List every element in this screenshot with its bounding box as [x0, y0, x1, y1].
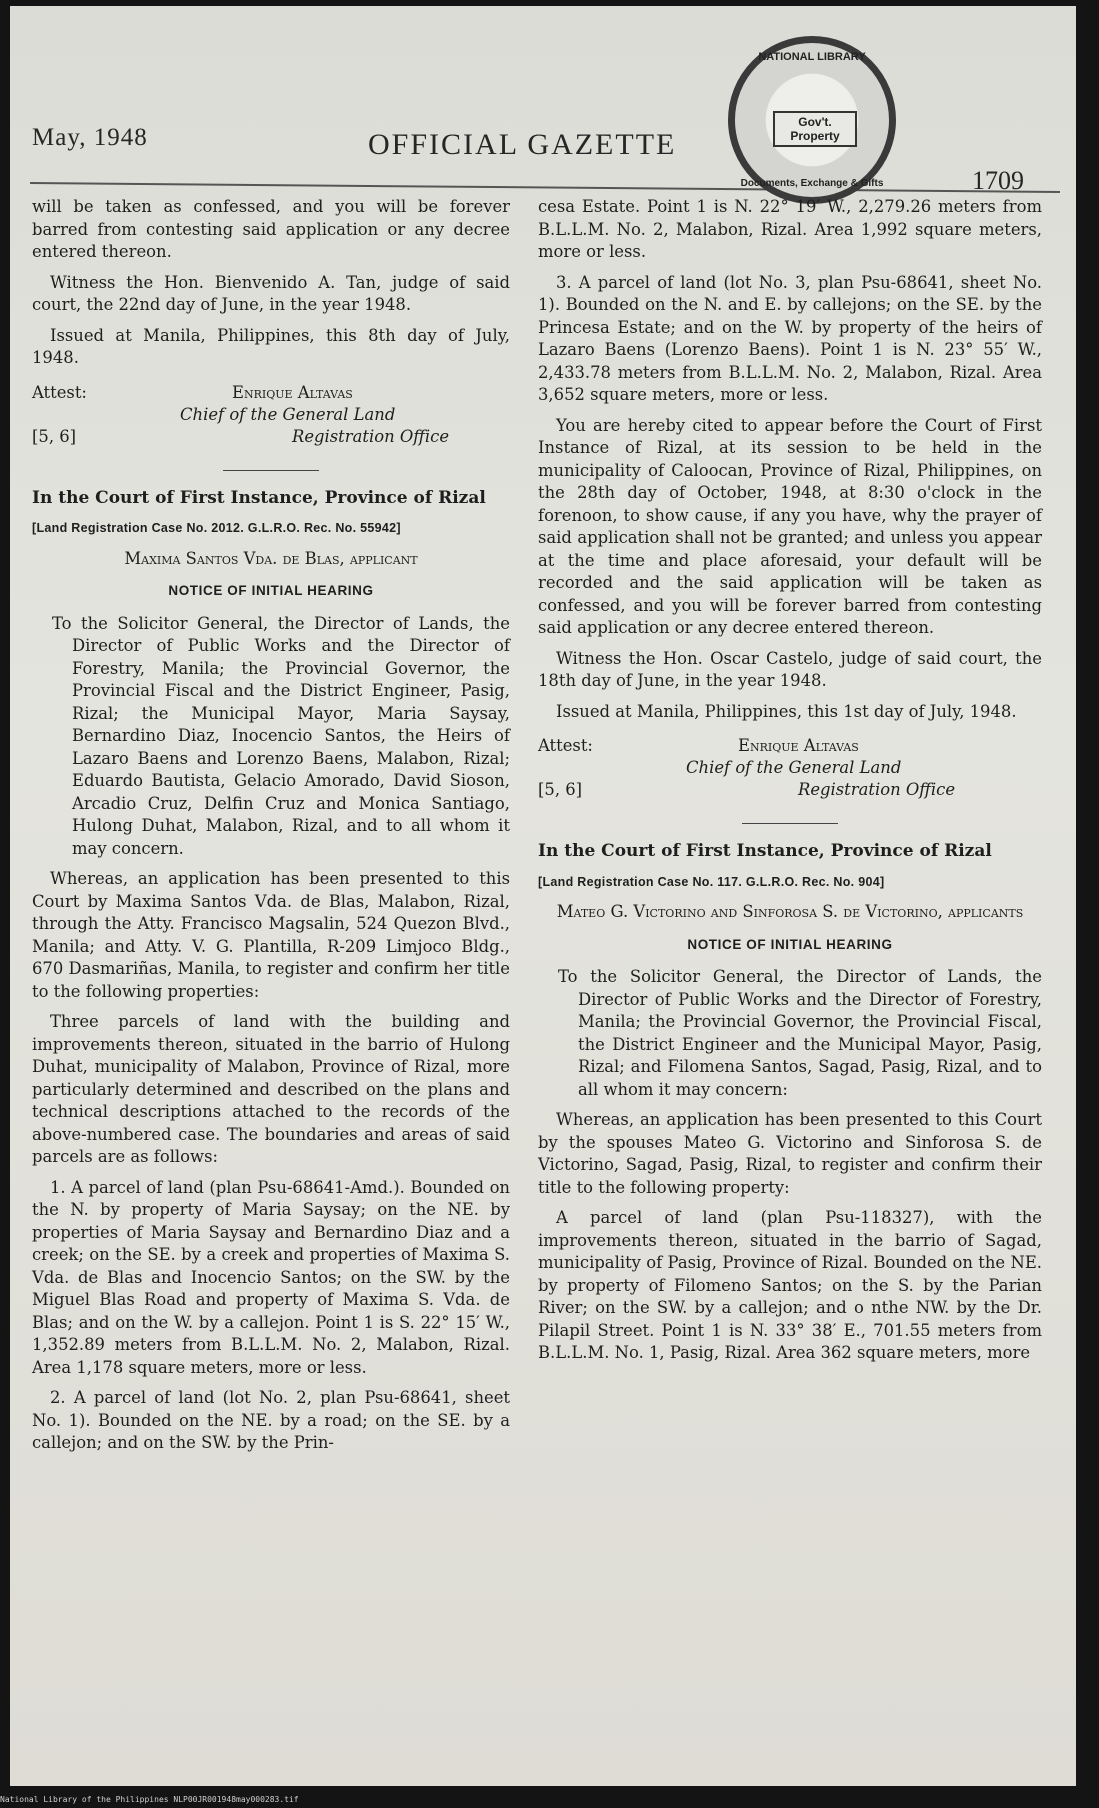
attest-title-line2: Registration Office: [798, 780, 956, 799]
left-column: [32, 196, 510, 1463]
parcel-description: A parcel of land (plan Psu-118327), with the improvements thereon, situated in the barrio of Sagad, municipality of Pasig, Province of Rizal. Bounded on the NE. by property of Filomeno Santos; on the S. by the Parian River; on the SW. by a callejon; and o nthe NW. by the Dr. Pilapil Street. Point 1 is N. 33° 38′ E., 701.55 meters from B.L.L.M. No. 1, Pasig, Rizal. Area 362 square meters, more: [538, 1208, 1042, 1362]
header-month: May, 1948: [32, 124, 148, 151]
applicant-line: Maxima Santos Vda. de Blas, applicant: [124, 548, 418, 568]
court-heading: In the Court of First Instance, Province of Rizal: [32, 487, 486, 508]
library-stamp: [728, 36, 896, 204]
header-title: OFFICIAL GAZETTE: [368, 128, 677, 161]
stamp-center: Gov't. Property: [773, 111, 857, 147]
gazette-page: [10, 6, 1076, 1786]
parcel-1: 1. A parcel of land (plan Psu-68641-Amd.). Bounded on the N. by property of Maria Saysay; on the NE. by properties of Maria Saysay and Bernardino Diaz and a creek; on the SE. by a creek and properties of Maxima S. Vda. de Blas and Inocencio Santos; on the SW. by the Miguel Blas Road and property of Maxima S. Vda. de Blas; and on the W. by a callejon. Point 1 is S. 22° 15′ W., 1,352.89 meters from B.L.L.M. No. 2, Malabon, Rizal. Area 1,178 square meters, more or less.: [32, 1177, 510, 1377]
left-issued: Issued at Manila, Philippines, this 8th day of July, 1948.: [32, 325, 510, 367]
notice-heading: NOTICE OF INITIAL HEARING: [687, 936, 893, 952]
stamp-ring-bottom: Documents, Exchange & Gifts: [740, 178, 884, 189]
addressees: To the Solicitor General, the Director of Lands, the Director of Public Works and the Director of Forestry, Manila; the Provincial Governor, the Provincial Fiscal and the District Engineer, Pasig, Rizal; the Municipal Mayor, Maria Saysay, Bernardino Diaz, Inocencio Santos, the Heirs of Lazaro Baens and Lorenzo Baens, Malabon, Rizal; Eduardo Bautista, Gelacio Amorado, David Sioson, Arcadio Cruz, Delfin Cruz and Monica Santiago, Hulong Duhat, Malabon, Rizal, and to all whom it may concern.: [52, 613, 510, 858]
parcel-2-continued: cesa Estate. Point 1 is N. 22° 19′ W., 2,279.26 meters from B.L.L.M. No. 2, Malabon, Rizal. Area 1,992 square meters, more or less.: [538, 197, 1042, 261]
attest-title-line2: Registration Office: [292, 426, 450, 446]
attest-label: Attest:: [32, 382, 87, 402]
attest-ref: [5, 6]: [32, 426, 77, 446]
right-attest-block: [538, 735, 1042, 805]
attest-name: Enrique Altavas: [738, 736, 859, 755]
section-divider: [742, 823, 838, 824]
parcel-2: 2. A parcel of land (lot No. 2, plan Psu-68641, sheet No. 1). Bounded on the NE. by a road; on the SE. by a callejon; and on the SW. by the Prin-: [32, 1388, 510, 1452]
scan-footer: National Library of the Philippines NLP00JR001948may000283.tif: [0, 1795, 299, 1804]
notice-heading: NOTICE OF INITIAL HEARING: [168, 583, 374, 598]
three-parcels-paragraph: Three parcels of land with the building and improvements thereon, situated in the barrio of Hulong Duhat, municipality of Malabon, Province of Rizal, more particularly determined and described on the plans and technical descriptions attached to the records of the above-numbered case. The boundaries and areas of said parcels are as follows:: [32, 1012, 510, 1166]
right-issued: Issued at Manila, Philippines, this 1st day of July, 1948.: [556, 701, 1017, 721]
whereas-paragraph: Whereas, an application has been presented to this Court by the spouses Mateo G. Victorino and Sinforosa S. de Victorino, Sagad, Pasig, Rizal, to register and confirm their title to the following property:: [538, 1110, 1042, 1197]
whereas-paragraph: Whereas, an application has been presented to this Court by Maxima Santos Vda. de Blas, Malabon, Rizal, through the Atty. Francisco Magsalin, 524 Quezon Blvd., Manila; and Atty. V. G. Plantilla, R-209 Limjoco Bldg., 670 Dasmariñas, Manila, to register and confirm her title to the following properties:: [32, 869, 510, 1001]
header-rule: [30, 182, 1060, 193]
case-number: [Land Registration Case No. 117. G.L.R.O. Rec. No. 904]: [538, 874, 885, 889]
right-witness: Witness the Hon. Oscar Castelo, judge of said court, the 18th day of June, in the year 1948.: [538, 648, 1042, 690]
attest-name: Enrique Altavas: [232, 382, 353, 402]
addressees: To the Solicitor General, the Director of Lands, the Director of Public Works and the Director of Forestry, Manila; the Provincial Governor, the Provincial Fiscal, the District Engineer and the Municipal Mayor, Pasig, Rizal; and Filomena Santos, Sagad, Pasig, Rizal, and to all whom it may concern:: [558, 967, 1042, 1099]
header-page-number: 1709: [972, 166, 1024, 195]
attest-title-line1: Chief of the General Land: [180, 404, 396, 424]
case-number: [Land Registration Case No. 2012. G.L.R.O. Rec. No. 55942]: [32, 521, 401, 535]
left-paragraph-continued: will be taken as confessed, and you will be forever barred from contesting said application or any decree entered thereon.: [32, 197, 510, 261]
parcel-3: 3. A parcel of land (lot No. 3, plan Psu-68641, sheet No. 1). Bounded on the N. and E. by callejons; on the SE. by the Princesa Estate; and on the W. by property of the heirs of Lazaro Baens (Lorenzo Baens). Point 1 is N. 23° 55′ W., 2,433.78 meters from B.L.L.M. No. 2, Malabon, Rizal. Area 3,652 square meters, more or less.: [538, 272, 1042, 404]
court-heading: In the Court of First Instance, Province of Rizal: [538, 841, 992, 861]
applicants-line: Mateo G. Victorino and Sinforosa S. de Victorino, applicants: [556, 902, 1024, 921]
section-divider: [223, 470, 319, 471]
stamp-ring-top: NATIONAL LIBRARY: [758, 51, 866, 63]
attest-label: Attest:: [538, 736, 593, 755]
cited-paragraph: You are hereby cited to appear before the Court of First Instance of Rizal, at its session to be held in the municipality of Caloocan, Province of Rizal, Philippines, on the 28th day of October, 1948, at 8:30 o'clock in the forenoon, to show cause, if any you have, why the prayer of said application shall not be granted; and unless you appear at the time and place aforesaid, your default will be recorded and the said application will be taken as confessed, and you will be forever barred from contesting said application or any decree entered thereon.: [538, 415, 1042, 637]
left-attest-block: [32, 382, 510, 452]
attest-ref: [5, 6]: [538, 780, 583, 799]
right-column: [538, 196, 1042, 1373]
attest-title-line1: Chief of the General Land: [686, 758, 902, 777]
left-witness: Witness the Hon. Bienvenido A. Tan, judge of said court, the 22nd day of June, in the year 1948.: [32, 272, 510, 314]
